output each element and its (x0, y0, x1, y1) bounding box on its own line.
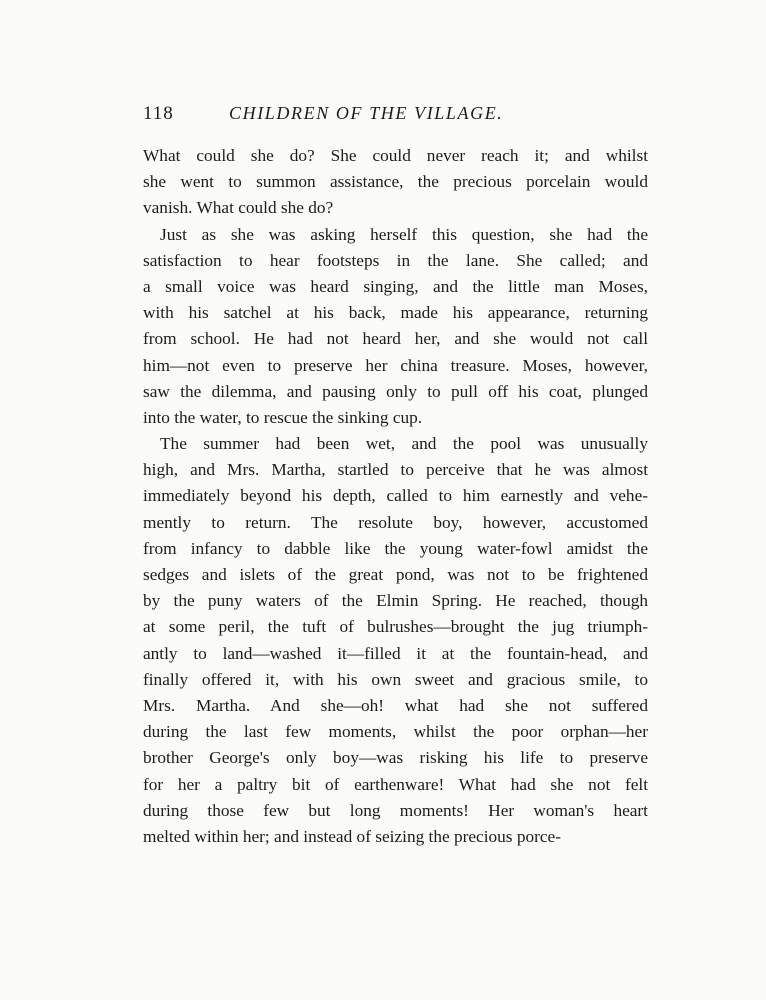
running-head (143, 103, 648, 131)
text-line: immediately beyond his depth, called to him earnestly and vehe- (143, 486, 648, 506)
text-line: satisfaction to hear footsteps in the lane. She called; and (143, 250, 648, 270)
text-line: from school. He had not heard her, and she would not call (143, 329, 648, 349)
paragraph (143, 222, 648, 432)
text-line: by the puny waters of the Elmin Spring. He reached, though (143, 591, 648, 611)
text-line: What could she do? She could never reach it; and whilst (143, 146, 648, 165)
text-line: mently to return. The resolute boy, however, accustomed (143, 512, 648, 532)
text-line: a small voice was heard singing, and the little man Moses, (143, 276, 648, 296)
text-line: brother George's only boy—was risking his life to preserve (143, 748, 648, 768)
text-line: with his satchel at his back, made his appearance, returning (143, 303, 648, 323)
text-line: high, and Mrs. Martha, startled to perceive that he was almost (143, 460, 648, 480)
text-line: melted within her; and instead of seizing the precious porce- (143, 826, 561, 846)
text-line: Just as she was asking herself this question, she had the (160, 224, 648, 244)
text-line: at some peril, the tuft of bulrushes—brought the jug triumph- (143, 617, 648, 637)
text-line: him—not even to preserve her china treasure. Moses, however, (143, 355, 648, 375)
text-line: Mrs. Martha. And she—oh! what had she not suffered (143, 695, 648, 715)
text-line: sedges and islets of the great pond, was not to be frightened (143, 565, 648, 584)
text-line: into the water, to rescue the sinking cup. (143, 407, 423, 427)
body-text (143, 143, 648, 850)
text-line: The summer had been wet, and the pool was unusually (160, 434, 648, 454)
text-line: for her a paltry bit of earthenware! What had she not felt (143, 774, 648, 794)
page-number: 118 (143, 103, 174, 124)
text-line: from infancy to dabble like the young water-fowl amidst the (143, 538, 648, 558)
text-line: vanish. What could she do? (143, 198, 334, 218)
text-line: during those few but long moments! Her woman's heart (143, 800, 648, 820)
running-title: CHILDREN OF THE VILLAGE. (229, 103, 504, 123)
text-line: she went to summon assistance, the precious porcelain would (143, 172, 648, 192)
text-line: during the last few moments, whilst the poor orphan—her (143, 722, 648, 742)
text-line: saw the dilemma, and pausing only to pull off his coat, plunged (143, 381, 648, 401)
text-line: finally offered it, with his own sweet and gracious smile, to (143, 669, 648, 689)
paragraph (143, 143, 648, 222)
paragraph (143, 431, 648, 850)
text-line: antly to land—washed it—filled it at the fountain-head, and (143, 643, 648, 663)
